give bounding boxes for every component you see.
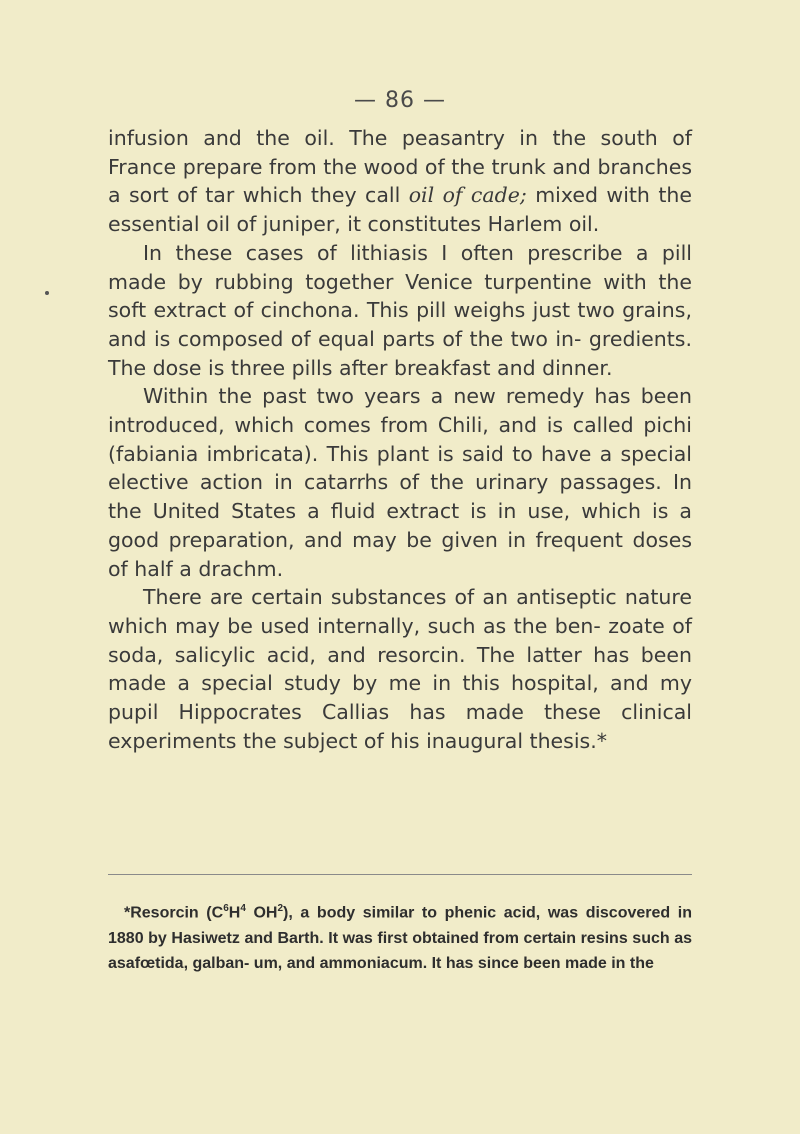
footnote-mid-2: OH [245,904,278,922]
footnote-divider [108,874,692,875]
paragraph-2: In these cases of lithiasis I often prescribe a pill made by rubbing together Venice turpentine with the soft extract of cinchona. This pill weighs just two grains, and is composed of equal parts of the two in- gredients. The dose is three pills after breakfast and dinner. [108,240,692,380]
footnote-sup-1: 6 [223,903,229,914]
paragraph-1-part-b: mixed with the essential oil of juniper, it constitutes Harlem oil. [108,183,692,237]
margin-mark [45,291,49,295]
body-text [108,124,692,755]
footnote-text [108,896,692,977]
footnote-rest: ), a body similar to phenic acid, was discovered in 1880 by Hasiwetz and Barth. It was first obtained from certain resins such as asafœtida, galban- um, and ammoniacum. It has since been made in the [108,904,692,973]
paragraph-3: Within the past two years a new remedy has been introduced, which comes from Chili, and is called pichi (fabiania imbricata). This plant is said to have a special elective action in catarrhs of the urinary passages. In the United States a fluid extract is in use, which is a good preparation, and may be given in frequent doses of half a drachm. [108,384,692,581]
oil-of-cade-italic: oil of cade; [408,183,527,208]
paragraph-1-part-a: infusion and the oil. The peasantry in the south of France prepare from the wood of the trunk and branches a sort of tar which they call [108,126,692,208]
footnote-mid-1: H [228,904,241,922]
footnote-start: *Resorcin (C [124,904,224,922]
paragraph-1 [108,124,692,239]
page-number: — 86 — [354,88,446,113]
footnote [108,896,692,977]
footnote-sup-2: 4 [240,903,246,914]
footnote-sup-3: 2 [277,903,284,914]
paragraph-4: There are certain substances of an antiseptic nature which may be used internally, such as the ben- zoate of soda, salicylic acid, and resorcin. The latter has been made a special study by me in this hospital, and my pupil Hippocrates Callias has made these clinical experiments the subject of his inaugural thesis.* [108,585,692,753]
